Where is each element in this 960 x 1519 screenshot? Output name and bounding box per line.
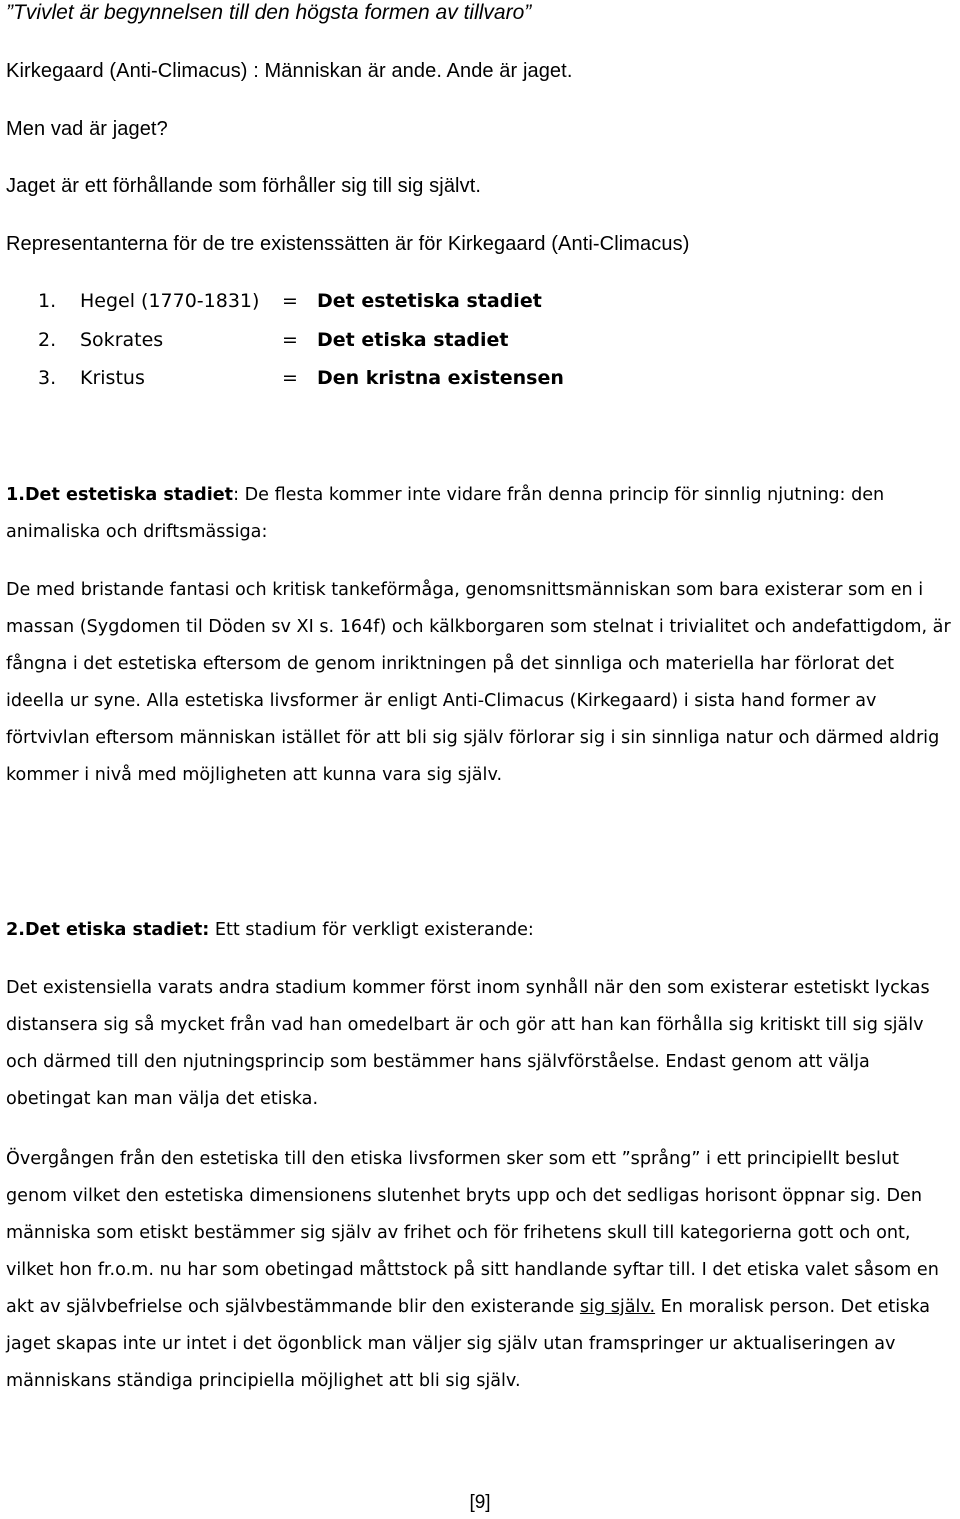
section-1-paragraph: De med bristande fantasi och kritisk tankeförmåga, genomsnittsmänniskan som bara existerar som en i massan (Sygdomen til Döden sv XI s. 164f) och kälkborgaren som stelnat i trivialitet och andefattigdom, är fångna i det estetiska eftersom de genom inriktningen på det sinnliga och materiella har förlorat det ideella ur syne. Alla estetiska livsformer är enligt Anti-Climacus (Kirkegaard) i sista hand former av förtvivlan eftersom människan istället för att bli sig själv förlorar sig i sin sinnliga natur och därmed aldrig kommer i nivå med möjligheten att kunna vara sig själv. [6,580,951,785]
intro-line-1: Kirkegaard (Anti-Climacus) : Människan är ande. Ande är jaget. [6,60,573,82]
intro-line-4: Representanterna för de tre existenssätten är för Kirkegaard (Anti-Climacus) [6,233,690,255]
representative-name: Hegel (1770-1831) [80,290,260,312]
section-1-heading [6,477,956,551]
list-number: 3. [38,367,57,389]
section-2-paragraph-1: Det existensiella varats andra stadium kommer först inom synhåll när den som existerar estetiskt lyckas distansera sig så mycket från vad han omedelbart är och gör att han kan förhålla sig kritiskt till sig själv och därmed till den njutningsprincip som bestämmer hans självförståelse. Endast genom att välja obetingat kan man välja det etiska. [6,978,930,1109]
list-number: 2. [38,329,57,351]
representative-name: Sokrates [80,329,164,351]
stage-name: Den kristna existensen [317,367,564,389]
equals-sign: = [282,367,298,389]
section-1-intro: : De flesta kommer inte vidare från denna princip för sinnlig njutning: den animaliska och driftsmässiga: [6,485,885,542]
intro-line-2: Men vad är jaget? [6,118,168,140]
representative-name: Kristus [80,367,145,389]
section-2-paragraph-2 [6,1141,956,1400]
stage-name: Det estetiska stadiet [317,290,542,312]
intro-line-3: Jaget är ett förhållande som förhåller sig till sig självt. [6,175,482,197]
section-2-number: 2. [6,920,25,940]
section-2-intro: Ett stadium för verkligt existerande: [209,920,534,940]
section-2-paragraph-2-part-a: Övergången från den estetiska till den etiska livsformen sker som ett ”språng” i ett principiellt beslut genom vilket den estetiska dimensionens slutenhet bryts upp och det sedligas horisont öppnar sig. Den människa som etiskt bestämmer sig själv av frihet och för frihetens skull till kategorierna gott och ont, vilket hon fr.o.m. nu har som obetingad måttstock på sitt handlande syftar till. I det etiska valet såsom en akt av självbefrielse och självbestämmande blir den existerande [6,1149,939,1317]
equals-sign: = [282,329,298,351]
document-title: ”Tvivlet är begynnelsen till den högsta formen av tillvaro” [6,1,532,24]
stage-name: Det etiska stadiet [317,329,509,351]
equals-sign: = [282,290,298,312]
section-2-title: Det etiska stadiet: [24,920,210,940]
section-2-heading [6,912,956,949]
list-number: 1. [38,290,57,312]
underlined-phrase: sig själv. [579,1297,656,1317]
section-2-paragraph-2-part-b: En moralisk person. Det etiska jaget skapas inte ur intet i det ögonblick man väljer sig själv utan framspringer ur aktualiseringen av människans ständiga principiella möjlighet att bli sig själv. [6,1297,930,1391]
page-number: [9] [469,1492,491,1513]
section-1-number: 1. [6,485,25,505]
section-1-title: Det estetiska stadiet [24,485,234,505]
